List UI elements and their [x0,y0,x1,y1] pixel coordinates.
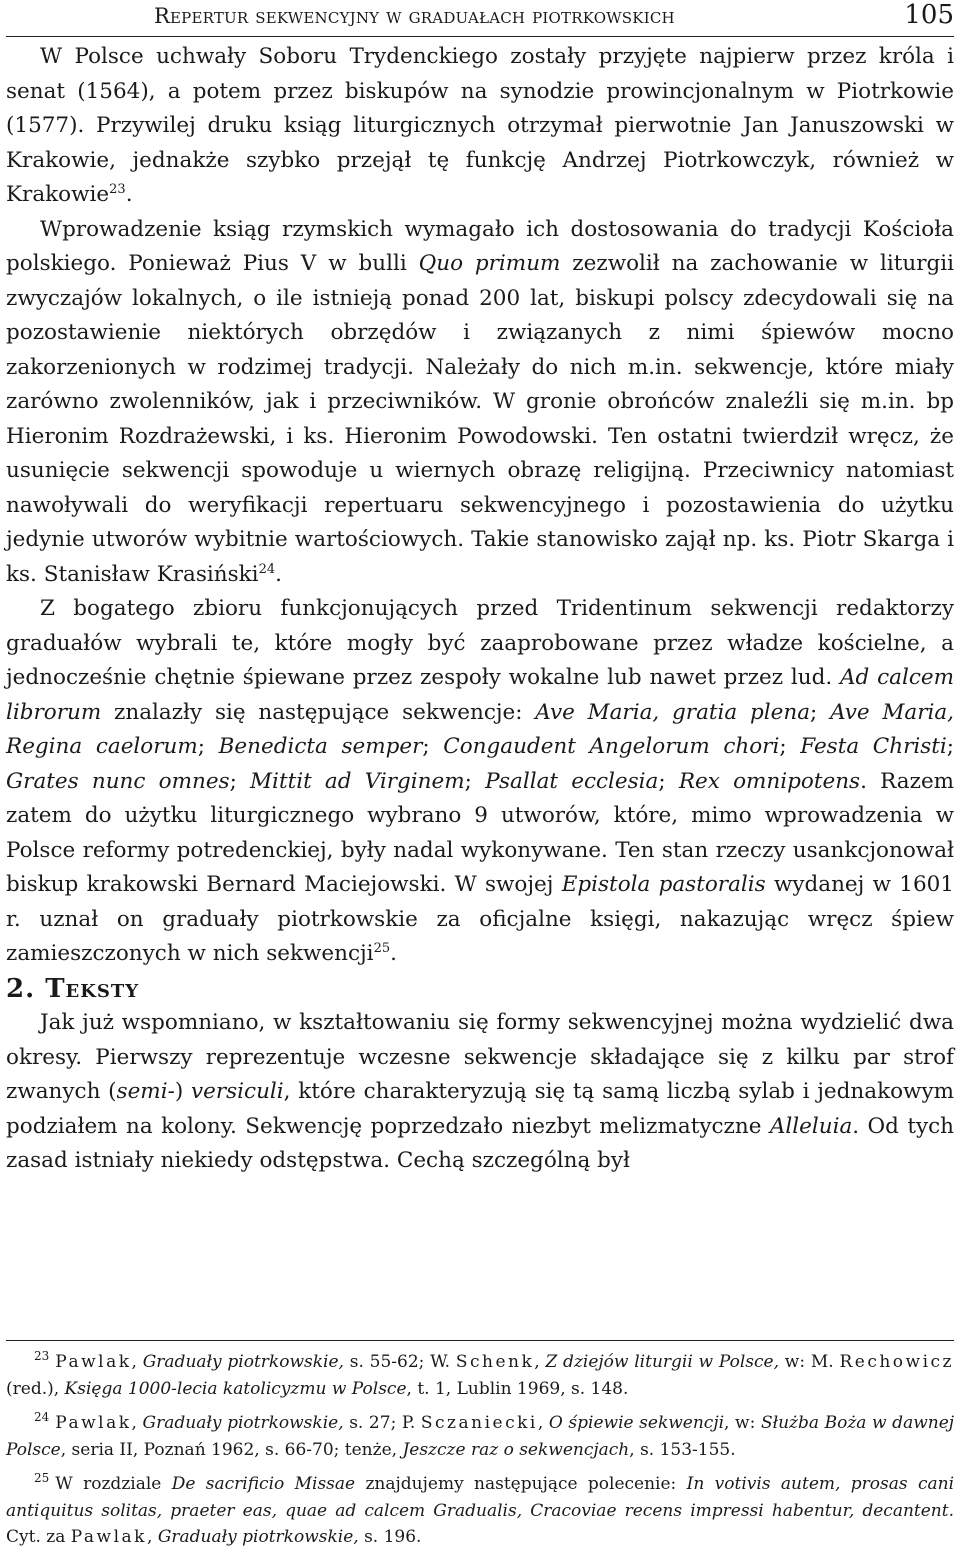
paragraph: Z bogatego zbioru funkcjonujących przed Tridentinum sekwencji redaktorzy graduałów wybrali te, które mogły być zaaprobowane przez władze kościelne, a jednocześnie chętnie śpiewane przez zespoły wokalne lub nawet przez lud. Ad calcem librorum znalazły się następujące sekwencje: Ave Maria, gratia plena; Ave Maria, Regina caelorum; Benedicta semper; Congaudent Angelorum chori; Festa Christi; Grates nunc omnes; Mittit ad Virginem; Psallat ecclesia; Rex omnipotens. Razem zatem do użytku liturgicznego wybrano 9 utworów, które, mimo wprowadzenia w Polsce reformy potredenckiej, były nadal wykonywane. Ten stan rzeczy usankcjonował biskup krakowski Bernard Maciejowski. W swojej Epistola pastoralis wydanej w 1601 r. uznał on graduały piotrkowskie za oficjalne księgi, nakazując wręcz śpiew zamieszczonych w nich sekwencji$^{25}$. [6,596,955,966]
footnote-25: $^{25}$ W rozdziale De sacrificio Missae znajdujemy następujące polecenie: In votivis autem, prosas cani antiquitus solitas, praeter eas, quae ad calcem Gradualis, Cracoviae recens impressi habentur, decantent. Cyt. za Pawlak, Graduały piotrkowskie, s. 196. [6,1471,955,1547]
footnote-24: $^{24}$ Pawlak, Graduały piotrkowskie, s. 27; P. Sczaniecki, O śpiewie sekwencji, w: Służba Boża w dawnej Polsce, seria II, Poznań 1962, s. 66-70; tenże, Jeszcze raz o sekwencjach, s. 153-155. [6,1410,955,1460]
footnote-ref: 25 [373,940,391,956]
page-number: 105 [904,0,954,30]
paragraph: W Polsce uchwały Soboru Trydenckiego zostały przyjęte najpierw przez króla i senat (1564), a potem przez biskupów na synodzie prowincjonalnym w Piotrkowie (1577). Przywilej druku ksiąg liturgicznych otrzymał pierwotnie Jan Januszowski w Krakowie, jednakże szybko przejął tę funkcję Andrzej Piotrkowczyk, również w Krakowie$^{23}$. [6,44,954,207]
paragraph: Jak już wspomniano, w kształtowaniu się formy sekwencyjnej można wydzielić dwa okresy. Pierwszy reprezentuje wczesne sekwencje składające się z kilku par strof zwanych (semi-) versiculi, które charakteryzują się tą samą liczbą sylab i jednakowym podziałem na kolony. Sekwencję poprzedzało niezbyt melizmatyczne Alleluia. Od tych zasad istniały niekiedy odstępstwa. Cechą szczególną był [6,1010,954,1173]
running-title: Repertur sekwencyjny w graduałach piotrkowskich [154,4,675,28]
footnote-23: $^{23}$ Pawlak, Graduały piotrkowskie, s. 55-62; W. Schenk, Z dziejów liturgii w Polsce, w: M. Rechowicz (red.), Księga 1000-lecia katolicyzmu w Polsce, t. 1, Lublin 1969, s. 148. [6,1349,954,1399]
section-heading: 2. Teksty [6,973,140,1004]
footnotes [6,1340,954,1559]
footnote-ref: 24 [258,561,276,577]
paragraph: Wprowadzenie ksiąg rzymskich wymagało ich dostosowania do tradycji Kościoła polskiego. Ponieważ Pius V w bulli Quo primum zezwolił na zachowanie w liturgii zwyczajów lokalnych, o ile istnieją ponad 200 lat, biskupi polscy zdecydowali się na pozostawienie niektórych obrzędów i związanych z nimi śpiewów mocno zakorzenionych w rodzimej tradycji. Należały do nich m.in. sekwencje, które miały zarówno zwolenników, jak i przeciwników. W gronie obrońców znaleźli się m.in. bp Hieronim Rozdrażewski, i ks. Hieronim Powodowski. Ten ostatni twierdził wręcz, że usunięcie sekwencji spowoduje u wiernych obrazę religijną. Przeciwnicy natomiast nawoływali do weryfikacji repertuaru sekwencyjnego i pozostawienia do użytku jedynie utworów wybitnie wartościowych. Takie stanowisko zajął np. ks. Piotr Skarga i ks. Stanisław Krasiński$^{24}$. [6,216,955,587]
running-header [6,2,954,37]
main-text [6,40,954,1179]
footnote-ref: 23 [109,181,126,197]
